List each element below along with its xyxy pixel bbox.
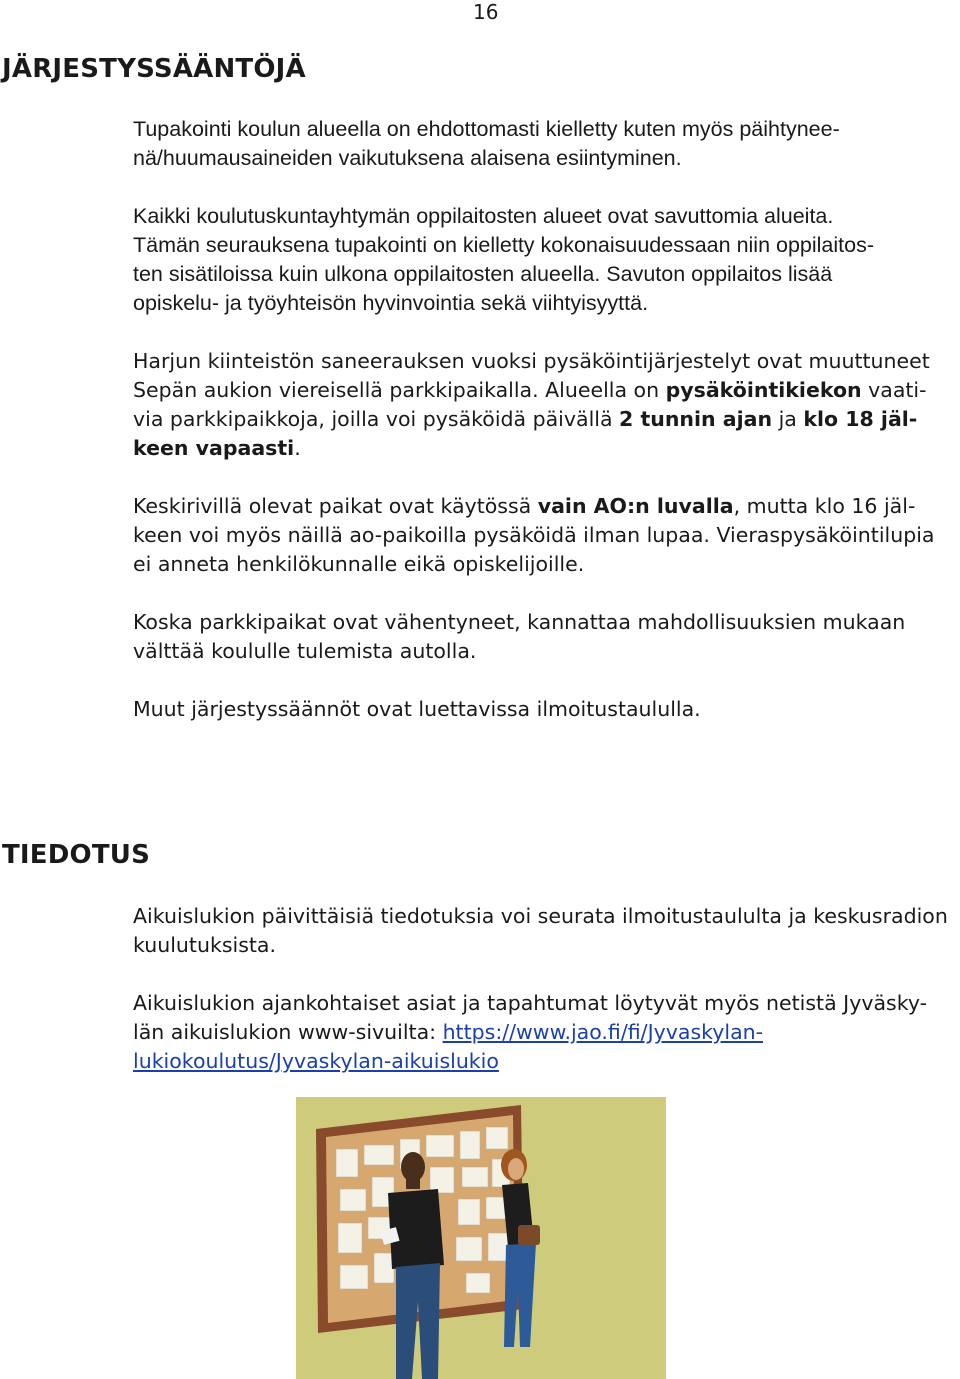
text-segment: , mutta klo 16 jäl- — [733, 494, 916, 518]
text-segment: län aikuislukion www-sivuilta: — [133, 1020, 443, 1044]
text-line: Kaikki koulutuskuntayhtymän oppilaitosten alueet ovat savuttomia alueita. — [133, 204, 834, 228]
paragraph-other-rules — [133, 695, 955, 724]
bulletin-board-illustration — [296, 1097, 666, 1379]
text-line — [133, 1018, 955, 1047]
text-line — [133, 1047, 955, 1076]
bold-text: pysäköintikiekon — [665, 378, 862, 402]
text-line — [133, 405, 955, 434]
paragraph-smoking — [133, 115, 955, 173]
section-title-tiedotus: TIEDOTUS — [2, 840, 151, 870]
text-segment: Sepän aukion viereisellä parkkipaikalla. Alueella on — [133, 378, 666, 402]
text-line: ten sisätiloissa kuin ulkona oppilaitosten alueella. Savuton oppilaitos lisää — [133, 262, 833, 286]
bold-text: vain AO:n luvalla — [537, 494, 734, 518]
text-line: Tämän seurauksena tupakointi on kielletty kokonaisuudessaan niin oppilaitos- — [133, 233, 875, 257]
page-number: 16 — [473, 0, 499, 24]
text-segment: ja — [772, 407, 804, 431]
text-line: ei anneta henkilökunnalle eikä opiskelijoille. — [133, 552, 585, 576]
bold-text: klo 18 jäl- — [803, 407, 918, 431]
section-title-jarjestyssaantoja: JÄRJESTYSSÄÄNTÖJÄ — [2, 54, 306, 84]
text-line: Tupakointi koulun alueella on ehdottomasti kielletty kuten myös päihtynee- — [133, 117, 840, 141]
paragraph-website — [133, 989, 955, 1076]
website-link[interactable]: https://www.jao.fi/fi/Jyvaskylan- — [442, 1020, 764, 1044]
text-line: välttää koululle tulemista autolla. — [133, 639, 477, 663]
paragraph-avoid-car — [133, 608, 955, 666]
text-line: Aikuislukion ajankohtaiset asiat ja tapahtumat löytyvät myös netistä Jyväsky- — [133, 991, 928, 1015]
text-line: Muut järjestyssäännöt ovat luettavissa ilmoitustaululla. — [133, 697, 701, 721]
text-line: Koska parkkipaikat ovat vähentyneet, kannattaa mahdollisuuksien mukaan — [133, 610, 906, 634]
paragraph-smoke-free — [133, 202, 955, 318]
bold-text: keen vapaasti — [133, 436, 295, 460]
text-segment: Keskirivillä olevat paikat ovat käytössä — [133, 494, 538, 518]
paragraph-middle-row — [133, 492, 955, 579]
website-link-continued[interactable]: lukiokoulutus/Jyvaskylan-aikuislukio — [133, 1049, 499, 1073]
text-line — [133, 434, 955, 463]
text-line: Harjun kiinteistön saneerauksen vuoksi pysäköintijärjestelyt ovat muuttuneet — [133, 349, 930, 373]
text-segment: . — [294, 436, 301, 460]
text-line: keen voi myös näillä ao-paikoilla pysäköidä ilman lupaa. Vieraspysäköintilupia — [133, 523, 935, 547]
bold-text: 2 tunnin ajan — [619, 407, 773, 431]
text-line: Aikuislukion päivittäisiä tiedotuksia voi seurata ilmoitustaululta ja keskusradion — [133, 904, 948, 928]
text-line: opiskelu- ja työyhteisön hyvinvointia sekä viihtyisyyttä. — [133, 291, 649, 315]
text-segment: via parkkipaikkoja, joilla voi pysäköidä päivällä — [133, 407, 620, 431]
paragraph-daily-announcements — [133, 902, 955, 960]
paragraph-parking — [133, 347, 955, 463]
text-line — [133, 492, 955, 521]
text-line — [133, 376, 955, 405]
text-line: nä/huumausaineiden vaikutuksena alaisena esiintyminen. — [133, 146, 682, 170]
text-segment: vaati- — [861, 378, 927, 402]
text-line: kuulutuksista. — [133, 933, 276, 957]
